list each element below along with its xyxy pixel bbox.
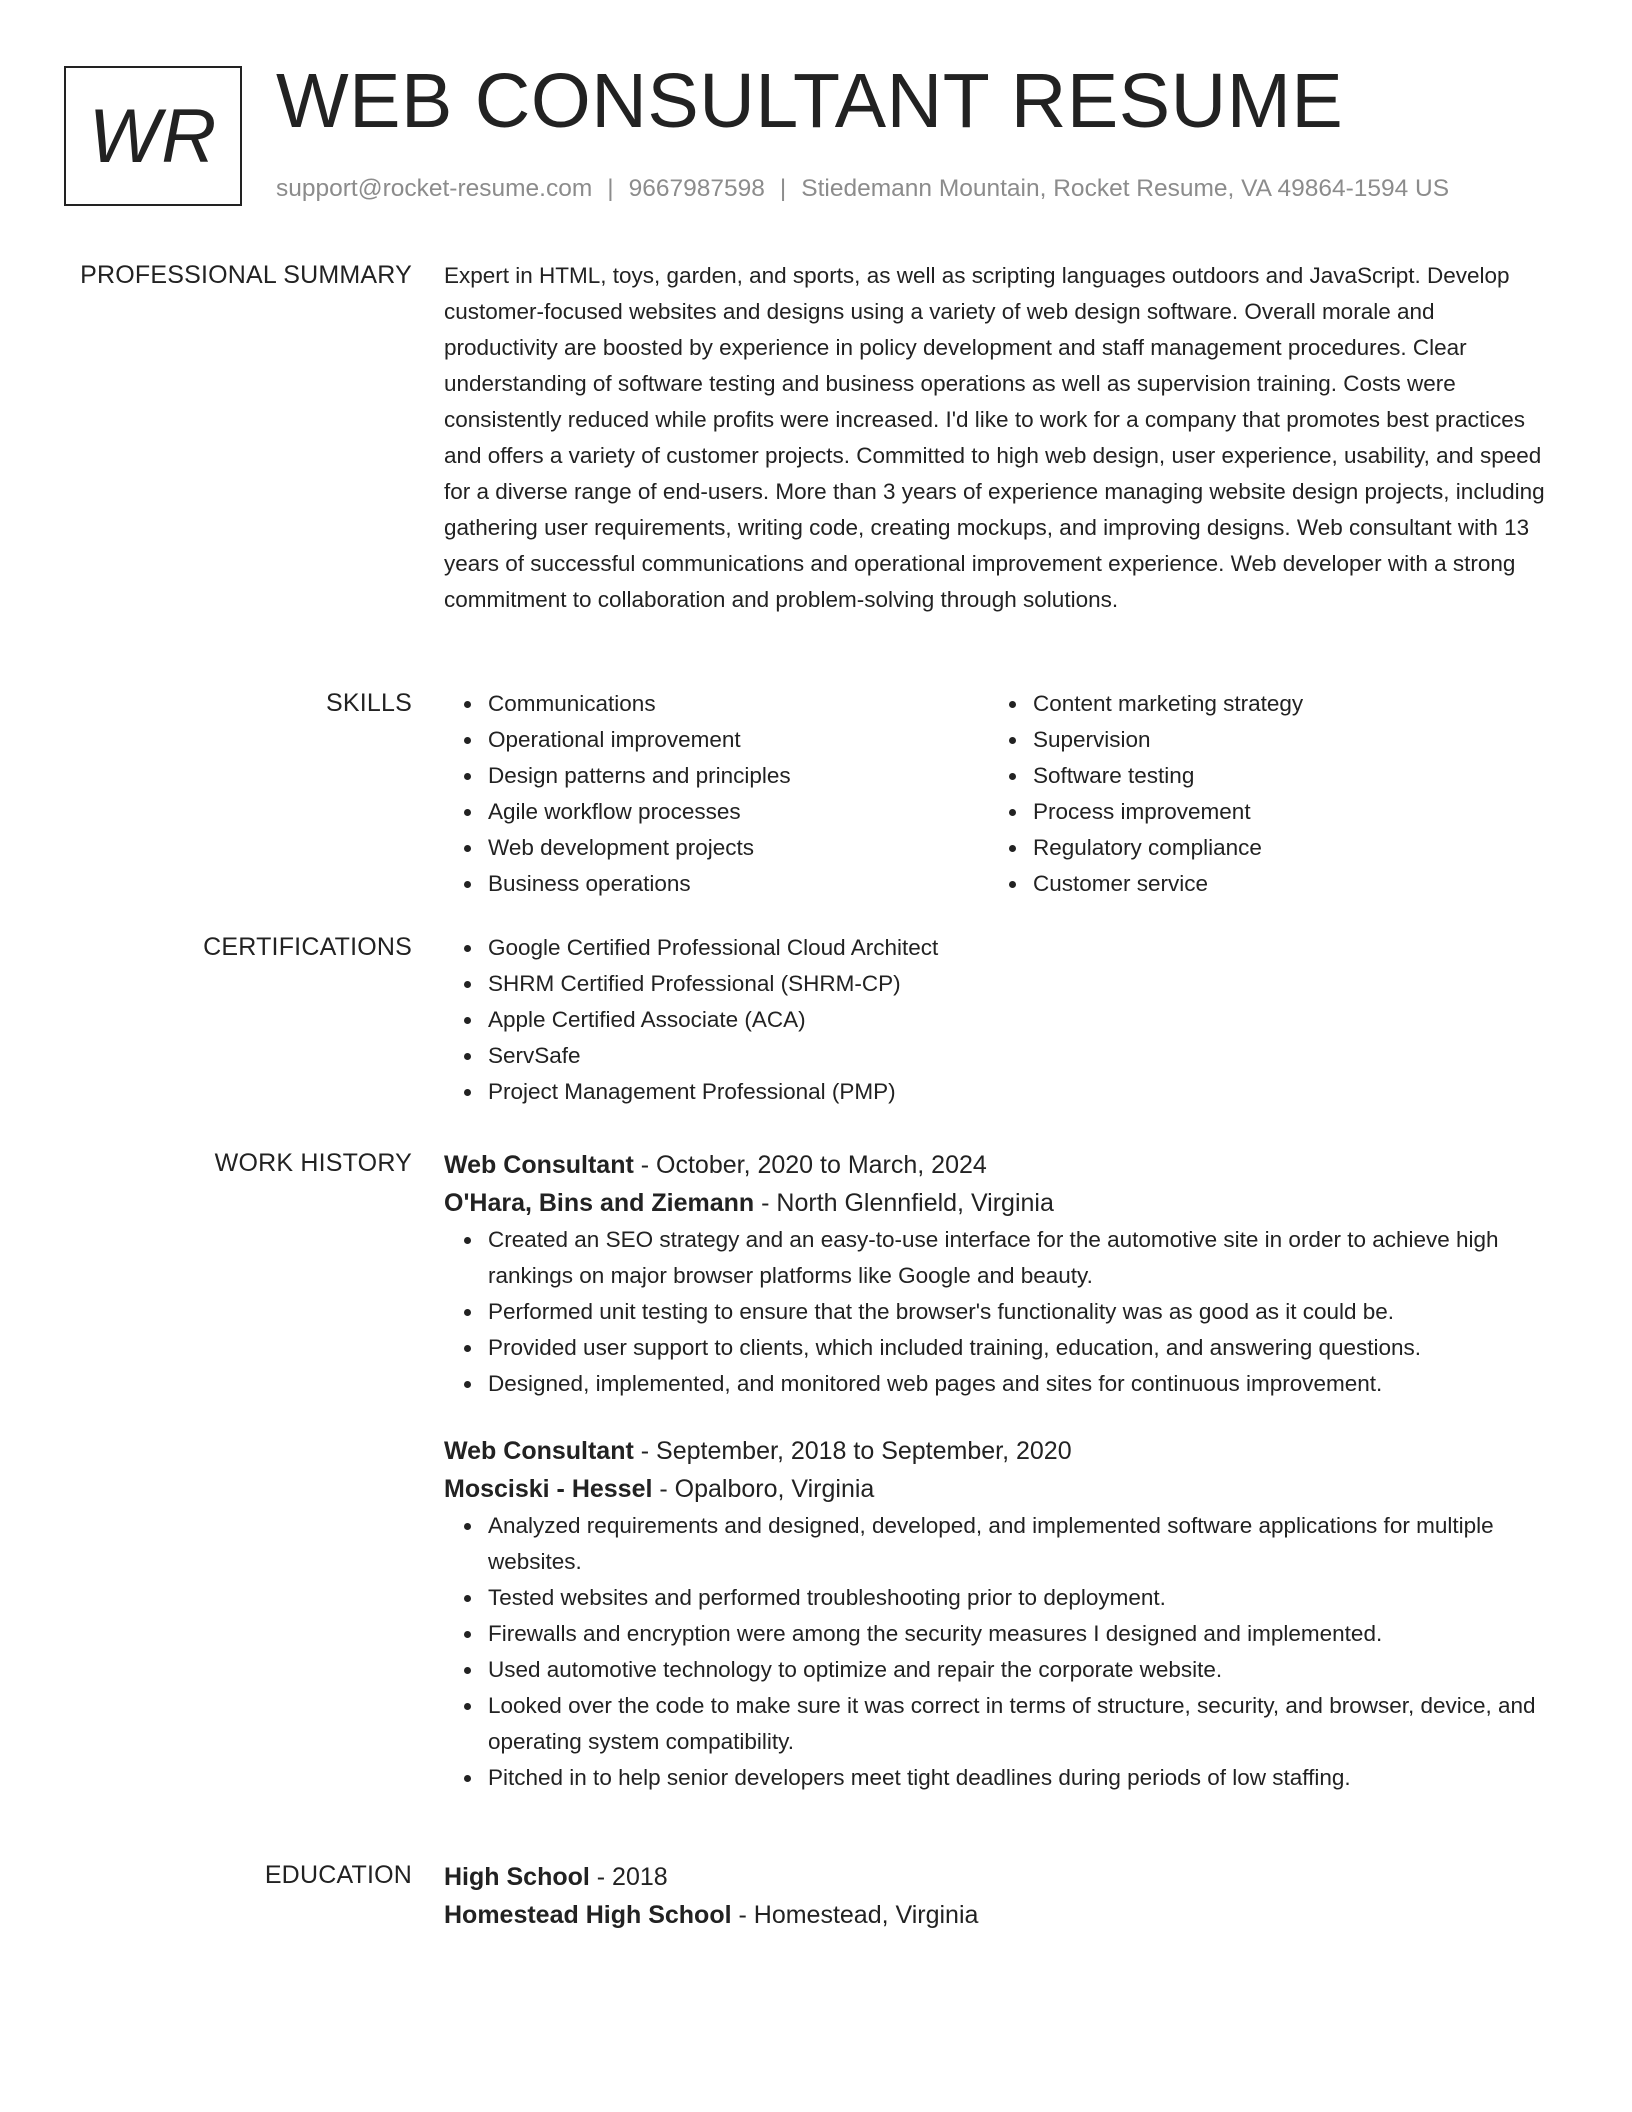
skill-item: Design patterns and principles [488, 758, 989, 794]
job-title: Web Consultant [444, 1151, 634, 1179]
certification-item: Google Certified Professional Cloud Architect [488, 930, 1554, 966]
certification-item: Apple Certified Associate (ACA) [488, 1002, 1554, 1038]
education-year: - 2018 [589, 1863, 668, 1891]
job-bullet: Performed unit testing to ensure that the browser's functionality was as good as it could be. [488, 1294, 1554, 1330]
education-school: Homestead High School [444, 1901, 732, 1929]
certification-item: Project Management Professional (PMP) [488, 1074, 1554, 1110]
section-label-summary: PROFESSIONAL SUMMARY [80, 261, 412, 289]
skills-grid [444, 686, 1554, 902]
section-label-certifications: CERTIFICATIONS [203, 933, 412, 961]
job-bullet: Looked over the code to make sure it was correct in terms of structure, security, and browser, device, and operating system compatibility. [488, 1688, 1554, 1760]
section-label-skills: SKILLS [326, 689, 412, 717]
skill-item: Operational improvement [488, 722, 989, 758]
contact-separator: | [607, 175, 614, 202]
job-bullet: Created an SEO strategy and an easy-to-use interface for the automotive site in order to achieve high rankings on major browser platforms like Google and beauty. [488, 1222, 1554, 1294]
education-degree-line [444, 1858, 1554, 1896]
job-bullets [444, 1508, 1554, 1796]
job-location: - Opalboro, Virginia [652, 1475, 875, 1503]
job-dates: - October, 2020 to March, 2024 [633, 1151, 987, 1179]
education-location: - Homestead, Virginia [731, 1901, 979, 1929]
resume-title: WEB CONSULTANT RESUME [276, 58, 1344, 144]
job-company: O'Hara, Bins and Ziemann [444, 1189, 755, 1217]
certifications-list [444, 930, 1554, 1110]
skills-list-right [989, 686, 1534, 902]
job-title-line [444, 1432, 1554, 1470]
summary-body [444, 258, 1554, 618]
job-company-line [444, 1184, 1554, 1222]
certification-item: SHRM Certified Professional (SHRM-CP) [488, 966, 1554, 1002]
skill-item: Business operations [488, 866, 989, 902]
education-body [444, 1858, 1554, 1934]
job-entry [444, 1146, 1554, 1402]
skill-item: Content marketing strategy [1033, 686, 1534, 722]
certifications-body [444, 930, 1554, 1110]
job-bullet: Tested websites and performed troubleshooting prior to deployment. [488, 1580, 1554, 1616]
skills-column-left [444, 686, 989, 902]
job-location: - North Glennfield, Virginia [754, 1189, 1054, 1217]
monogram-logo: WR [64, 66, 242, 206]
job-bullet: Pitched in to help senior developers meet tight deadlines during periods of low staffing. [488, 1760, 1554, 1796]
job-bullets [444, 1222, 1554, 1402]
work-history-body [444, 1146, 1554, 1796]
job-bullet: Designed, implemented, and monitored web pages and sites for continuous improvement. [488, 1366, 1554, 1402]
skill-item: Communications [488, 686, 989, 722]
skills-list-left [444, 686, 989, 902]
job-bullet: Firewalls and encryption were among the security measures I designed and implemented. [488, 1616, 1554, 1652]
contact-email: support@rocket-resume.com [276, 175, 593, 202]
job-entry [444, 1432, 1554, 1796]
skills-column-right [989, 686, 1534, 902]
contact-phone: 9667987598 [628, 175, 765, 202]
section-label-education: EDUCATION [264, 1861, 412, 1889]
skill-item: Agile workflow processes [488, 794, 989, 830]
contact-address: Stiedemann Mountain, Rocket Resume, VA 49864-1594 US [801, 175, 1450, 202]
education-degree: High School [444, 1863, 590, 1891]
skill-item: Process improvement [1033, 794, 1534, 830]
skill-item: Software testing [1033, 758, 1534, 794]
skill-item: Customer service [1033, 866, 1534, 902]
skill-item: Supervision [1033, 722, 1534, 758]
certification-item: ServSafe [488, 1038, 1554, 1074]
skill-item: Regulatory compliance [1033, 830, 1534, 866]
job-company: Mosciski - Hessel [444, 1475, 653, 1503]
skills-body [444, 686, 1554, 902]
contact-separator: | [779, 175, 787, 202]
summary-text: Expert in HTML, toys, garden, and sports, as well as scripting languages outdoors and JavaScript. Develop customer-focused websites and designs using a variety of web design software. Overall morale and productivity are boosted by experience in policy development and staff management procedures. Clear understanding of software testing and business operations as well as supervision training. Costs were consistently reduced while profits were increased. I'd like to work for a company that promotes best practices and offers a variety of customer projects. Committed to high web design, user experience, usability, and speed for a diverse range of end-users. More than 3 years of experience managing website design projects, including gathering user requirements, writing code, creating mockups, and improving designs. Web consultant with 13 years of successful communications and operational improvement experience. Web developer with a strong commitment to collaboration and problem-solving through solutions. [444, 263, 1545, 612]
skill-item: Web development projects [488, 830, 989, 866]
job-company-line [444, 1470, 1554, 1508]
job-bullet: Provided user support to clients, which included training, education, and answering questions. [488, 1330, 1554, 1366]
section-label-work-history: WORK HISTORY [214, 1149, 412, 1177]
job-title: Web Consultant [444, 1437, 634, 1465]
contact-line [276, 172, 1449, 206]
job-bullet: Used automotive technology to optimize and repair the corporate website. [488, 1652, 1554, 1688]
education-school-line [444, 1896, 1554, 1934]
job-dates: - September, 2018 to September, 2020 [633, 1437, 1072, 1465]
job-bullet: Analyzed requirements and designed, developed, and implemented software applications for multiple websites. [488, 1508, 1554, 1580]
job-title-line [444, 1146, 1554, 1184]
